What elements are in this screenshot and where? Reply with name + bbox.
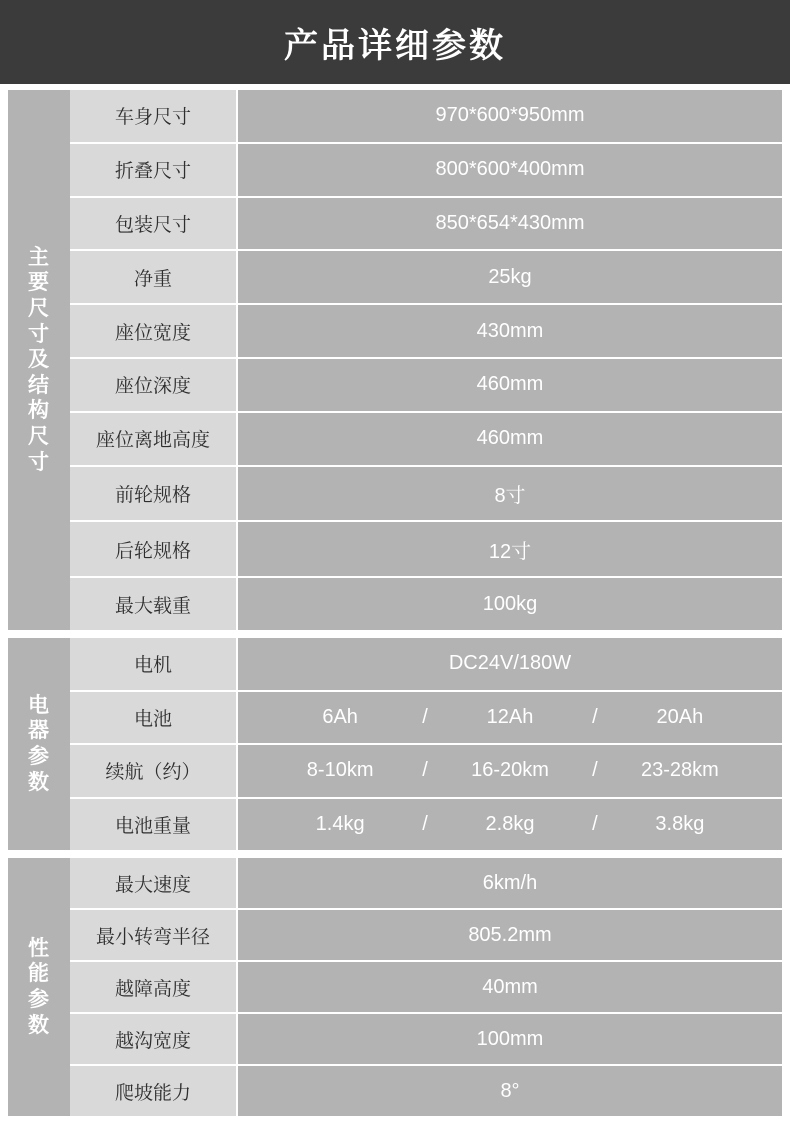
page-header-banner [0,0,790,84]
spec-group-electrical [8,638,782,850]
table-row [70,251,782,305]
group-rows [70,858,782,1116]
table-row [70,858,782,910]
group-label-dimensions [8,90,70,630]
row-value-option: 16-20km [471,759,549,782]
row-value: 850*654*430mm [238,198,782,250]
row-value: 8寸 [238,467,782,521]
table-row [70,910,782,962]
row-value-option: 12Ah [486,705,534,728]
table-row [70,359,782,413]
row-value-option: 3.8kg [655,812,705,835]
row-value: 800*600*400mm [238,144,782,196]
table-row [70,305,782,359]
row-value-option: 23-28km [640,759,719,782]
row-label: 续航（约） [70,745,238,797]
row-value-option: 20Ah [656,705,704,728]
row-label: 座位离地高度 [70,413,238,465]
row-label: 净重 [70,251,238,303]
row-label: 座位深度 [70,359,238,411]
table-row [70,522,782,578]
row-label: 最大载重 [70,578,238,630]
table-row [70,799,782,851]
value-separator: / [422,705,428,728]
row-value-option: 6Ah [322,705,358,728]
table-row [70,467,782,523]
row-label: 爬坡能力 [70,1066,238,1116]
table-row [70,638,782,692]
value-separator: / [592,812,598,835]
page-title: 产品详细参数 [284,26,506,65]
row-label: 包装尺寸 [70,198,238,250]
row-value [238,799,782,851]
row-value-option: 1.4kg [315,812,365,835]
table-row [70,144,782,198]
row-label: 电池 [70,692,238,744]
table-row [70,692,782,746]
row-label: 前轮规格 [70,467,238,521]
row-value: 12寸 [238,522,782,576]
group-label-text: 主要尺寸及结构尺寸 [28,245,50,474]
row-value: 430mm [238,305,782,357]
value-separator: / [592,705,598,728]
group-rows [70,90,782,630]
table-row [70,413,782,467]
row-value: 100mm [238,1014,782,1064]
row-value: 970*600*950mm [238,90,782,142]
row-value: 8° [238,1066,782,1116]
group-rows [70,638,782,850]
row-label: 折叠尺寸 [70,144,238,196]
row-label: 最小转弯半径 [70,910,238,960]
group-label-text: 电器参数 [28,693,50,794]
row-value: DC24V/180W [238,638,782,690]
group-label-text: 性能参数 [28,936,50,1037]
row-label: 电机 [70,638,238,690]
table-row [70,962,782,1014]
row-value: 25kg [238,251,782,303]
row-value: 40mm [238,962,782,1012]
row-value: 805.2mm [238,910,782,960]
table-row [70,745,782,799]
table-row [70,198,782,252]
row-label: 最大速度 [70,858,238,908]
row-value: 460mm [238,413,782,465]
row-value [238,745,782,797]
spec-table [0,84,790,1122]
table-row [70,578,782,630]
table-row [70,90,782,144]
row-value-option: 2.8kg [485,812,535,835]
row-value: 6km/h [238,858,782,908]
value-separator: / [592,759,598,782]
row-value [238,692,782,744]
row-value: 460mm [238,359,782,411]
row-value-option: 8-10km [306,759,374,782]
group-label-electrical [8,638,70,850]
table-row [70,1014,782,1066]
value-separator: / [422,812,428,835]
row-label: 越障高度 [70,962,238,1012]
row-label: 座位宽度 [70,305,238,357]
row-value: 100kg [238,578,782,630]
value-separator: / [422,759,428,782]
row-label: 电池重量 [70,799,238,851]
row-label: 车身尺寸 [70,90,238,142]
table-row [70,1066,782,1116]
row-label: 后轮规格 [70,522,238,576]
spec-group-dimensions [8,90,782,630]
row-label: 越沟宽度 [70,1014,238,1064]
spec-group-performance [8,858,782,1116]
group-label-performance [8,858,70,1116]
